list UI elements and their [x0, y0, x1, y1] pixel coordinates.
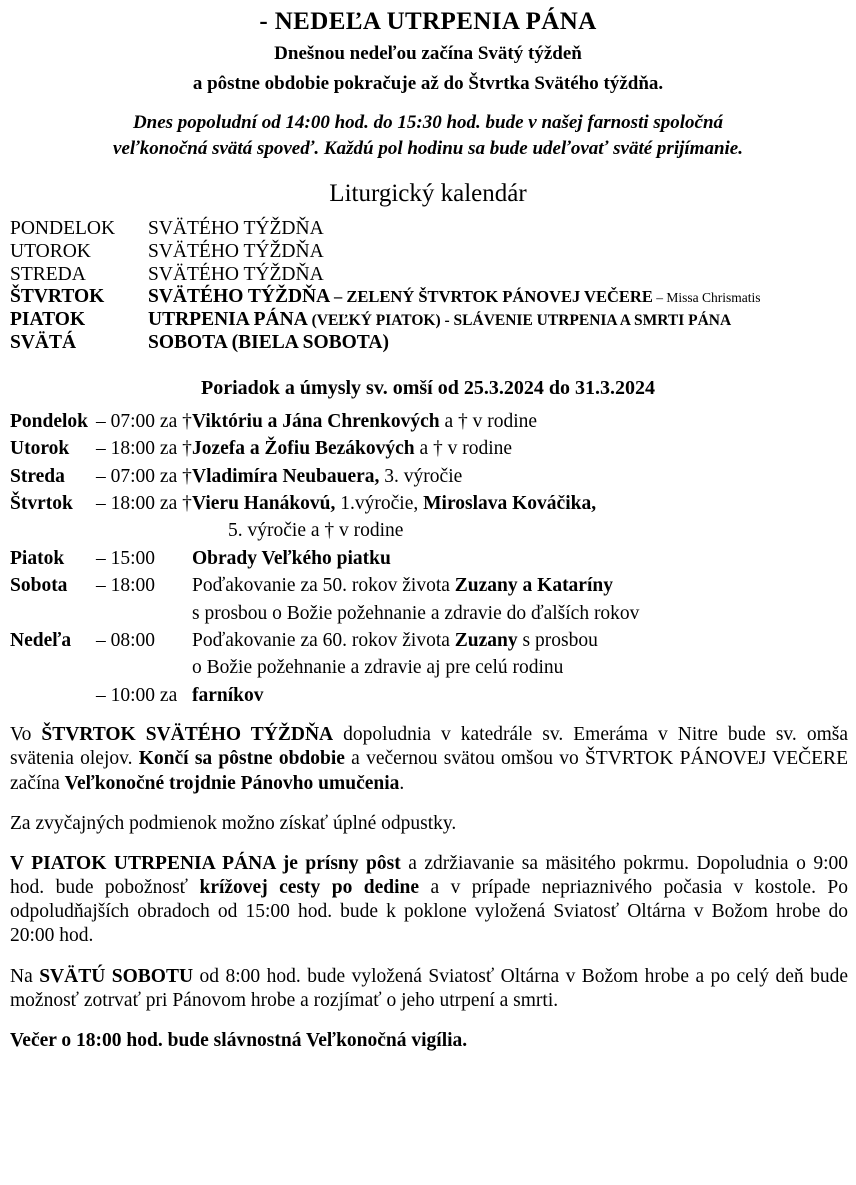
calendar-text-main: SVÄTÉHO TÝŽDŇA: [148, 286, 330, 308]
schedule-row: [10, 629, 848, 652]
calendar-text: [148, 241, 848, 264]
calendar-day: PIATOK: [10, 309, 86, 331]
calendar-day: UTOROK: [10, 240, 91, 262]
schedule-day: Nedeľa: [10, 630, 72, 651]
schedule-intention: [192, 437, 848, 460]
calendar-text-main: SVÄTÉHO TÝŽDŇA: [148, 218, 324, 239]
schedule-continuation-text: o Božie požehnanie a zdravie aj pre celú rodinu: [192, 657, 564, 679]
calendar-row: [10, 332, 848, 355]
calendar-text-main: UTRPENIA PÁNA: [148, 309, 307, 331]
schedule-intention-part: Jozefa a Žofiu Bezákových: [192, 438, 415, 460]
paragraph-thursday: [10, 723, 848, 796]
paragraph-part: dopoludnia v katedrále sv. Emeráma v Nitre bude sv. omša svätenia olejov.: [10, 724, 848, 770]
calendar-text: [148, 218, 848, 241]
schedule-row: [10, 465, 848, 488]
schedule-row: [10, 437, 848, 460]
schedule-continuation-text: 5. výročie a † v rodine: [228, 520, 404, 542]
calendar-day: PONDELOK: [10, 218, 116, 239]
calendar-row: [10, 309, 848, 332]
notices: [8, 723, 848, 1053]
mass-schedule: [10, 410, 848, 707]
calendar-text-note: (VEĽKÝ PIATOK) - SLÁVENIE UTRPENIA A SMRTI PÁNA: [311, 312, 732, 330]
paragraph-part: a večernou svätou omšou vo ŠTVRTOK PÁNOVEJ VEČERE začína: [10, 748, 848, 794]
calendar-text-main: SVÄTÉHO TÝŽDŇA: [148, 263, 324, 285]
paragraph-part: a v prípade nepriaznivého počasia v kostole. Po odpoludňajších obradoch od 15:00 hod. bude k poklone vyložená Sviatosť Oltárna v Božom hrobe do 20:00 hod.: [10, 877, 848, 947]
paragraph-part: Veľkonočné trojdnie Pánovho umučenia: [64, 772, 400, 794]
schedule-row: [10, 492, 848, 515]
schedule-day: Sobota: [10, 575, 68, 597]
schedule-day: Pondelok: [10, 410, 89, 432]
paragraph-friday: [10, 852, 848, 949]
liturgical-calendar: [10, 218, 848, 355]
calendar-row: [10, 241, 848, 264]
schedule-intention-part: Obrady Veľkého piatku: [192, 547, 391, 569]
schedule-intention: [192, 410, 848, 433]
schedule-day: Streda: [10, 465, 65, 487]
schedule-intention-part: Poďakovanie za 50. rokov života: [192, 575, 455, 597]
intro-line-2: a pôstne obdobie pokračuje až do Štvrtka Svätého týždňa.: [192, 73, 664, 95]
calendar-text: [148, 264, 848, 287]
paragraph-saturday: [10, 965, 848, 1013]
paragraph-part: od 8:00 hod. bude vyložená Sviatosť Oltárna v Božom hrobe a po celý deň bude možnosť zotrvať pri Pánovom hrobe a rozjímať o jeho utrpení a smrti.: [10, 965, 848, 1011]
schedule-continuation: [10, 602, 848, 625]
calendar-row: [10, 218, 848, 241]
paragraph-part: Na: [10, 965, 40, 987]
paragraph-part: .: [399, 772, 405, 794]
schedule-continuation: [10, 656, 848, 679]
orders-heading: Poriadok a úmysly sv. omší od 25.3.2024 do 31.3.2024: [201, 376, 655, 399]
paragraph-part: Večer o 18:00 hod. bude slávnostná Veľkonočná vigília.: [10, 1029, 468, 1051]
schedule-time: – 18:00 za †: [96, 493, 192, 515]
calendar-row: [10, 286, 848, 309]
schedule-intention-part: 1.výročie,: [335, 493, 424, 515]
paragraph-part: Za zvyčajných podmienok možno získať úplné odpustky.: [10, 812, 457, 834]
schedule-intention-part: Vieru Hanákovú,: [192, 493, 336, 515]
schedule-intention: [192, 492, 848, 515]
schedule-time: – 15:00: [96, 547, 156, 569]
paragraph-part: Vo: [10, 724, 42, 746]
paragraph-part: ŠTVRTOK SVÄTÉHO TÝŽDŇA: [41, 724, 334, 746]
paragraph-part: SVÄTÚ SOBOTU: [39, 965, 194, 987]
schedule-day: Utorok: [10, 438, 70, 460]
paragraph-part: krížovej cesty po dedine: [199, 877, 420, 899]
paragraph-indulgences: [10, 812, 848, 836]
schedule-continuation: [10, 519, 848, 542]
schedule-day: Piatok: [10, 547, 65, 569]
schedule-row: [10, 684, 848, 707]
calendar-text-note: – ZELENÝ ŠTVRTOK PÁNOVEJ VEČERE: [334, 287, 653, 307]
schedule-time: – 07:00 za †: [96, 410, 192, 432]
schedule-time: – 10:00 za: [96, 684, 178, 706]
calendar-day: SVÄTÁ: [10, 332, 77, 354]
intro-line-3: Dnes popoludní od 14:00 hod. do 15:30 hod. bude v našej farnosti spoločná: [132, 111, 724, 133]
schedule-intention-part: Poďakovanie za 60. rokov života: [192, 630, 455, 651]
calendar-text: [148, 332, 848, 355]
calendar-text-main: SVÄTÉHO TÝŽDŇA: [148, 240, 324, 262]
intro-line-4: veľkonočná svätá spoveď. Každú pol hodinu sa bude udeľovať sväté prijímanie.: [113, 138, 743, 160]
schedule-continuation-text: s prosbou o Božie požehnanie a zdravie do ďalších rokov: [192, 602, 640, 624]
schedule-intention-part: Viktóriu a Jána Chrenkových: [192, 410, 440, 432]
paragraph-part: V PIATOK UTRPENIA PÁNA je prísny pôst: [10, 852, 401, 874]
paragraph-part: Končí sa pôstne obdobie: [138, 748, 345, 770]
schedule-intention-part: Miroslava Kováčika,: [423, 493, 597, 515]
schedule-intention-part: 3. výročie: [379, 465, 463, 487]
calendar-text: [148, 286, 848, 309]
schedule-row: [10, 410, 848, 433]
calendar-text: [148, 309, 848, 332]
calendar-day: STREDA: [10, 263, 86, 285]
schedule-row: [10, 547, 848, 570]
schedule-intention-part: Zuzany: [454, 630, 518, 651]
calendar-day: ŠTVRTOK: [10, 286, 105, 308]
schedule-day: Štvrtok: [10, 493, 73, 515]
schedule-intention-part: s prosbou: [517, 630, 598, 651]
calendar-text-main: SOBOTA (BIELA SOBOTA): [148, 332, 389, 354]
schedule-intention: [192, 547, 848, 570]
schedule-intention: [192, 465, 848, 488]
schedule-row: [10, 574, 848, 597]
intro-line-1: Dnešnou nedeľou začína Svätý týždeň: [274, 43, 582, 64]
calendar-text-subnote: – Missa Chrismatis: [652, 290, 761, 306]
schedule-time: – 07:00 za †: [96, 465, 192, 487]
schedule-intention-part: a † v rodine: [414, 438, 513, 460]
calendar-heading: Liturgický kalendár: [329, 180, 527, 207]
schedule-intention: [192, 574, 848, 597]
schedule-intention: [192, 684, 848, 707]
schedule-intention-part: Zuzany a Kataríny: [454, 575, 613, 597]
schedule-intention-part: farníkov: [192, 684, 264, 706]
schedule-time: – 18:00: [96, 575, 156, 597]
calendar-row: [10, 264, 848, 287]
schedule-time: – 18:00 za †: [96, 438, 192, 460]
paragraph-part: a zdržiavanie sa mäsitého pokrmu. Dopoludnia o 9:00 hod. bude pobožnosť: [10, 852, 848, 899]
page-title: - NEDEĽA UTRPENIA PÁNA: [259, 8, 597, 35]
schedule-intention-part: Vladimíra Neubauera,: [192, 465, 380, 487]
schedule-intention: [192, 629, 848, 652]
schedule-intention-part: a † v rodine: [439, 410, 538, 432]
schedule-time: – 08:00: [96, 630, 156, 651]
paragraph-vigil: [10, 1029, 848, 1053]
